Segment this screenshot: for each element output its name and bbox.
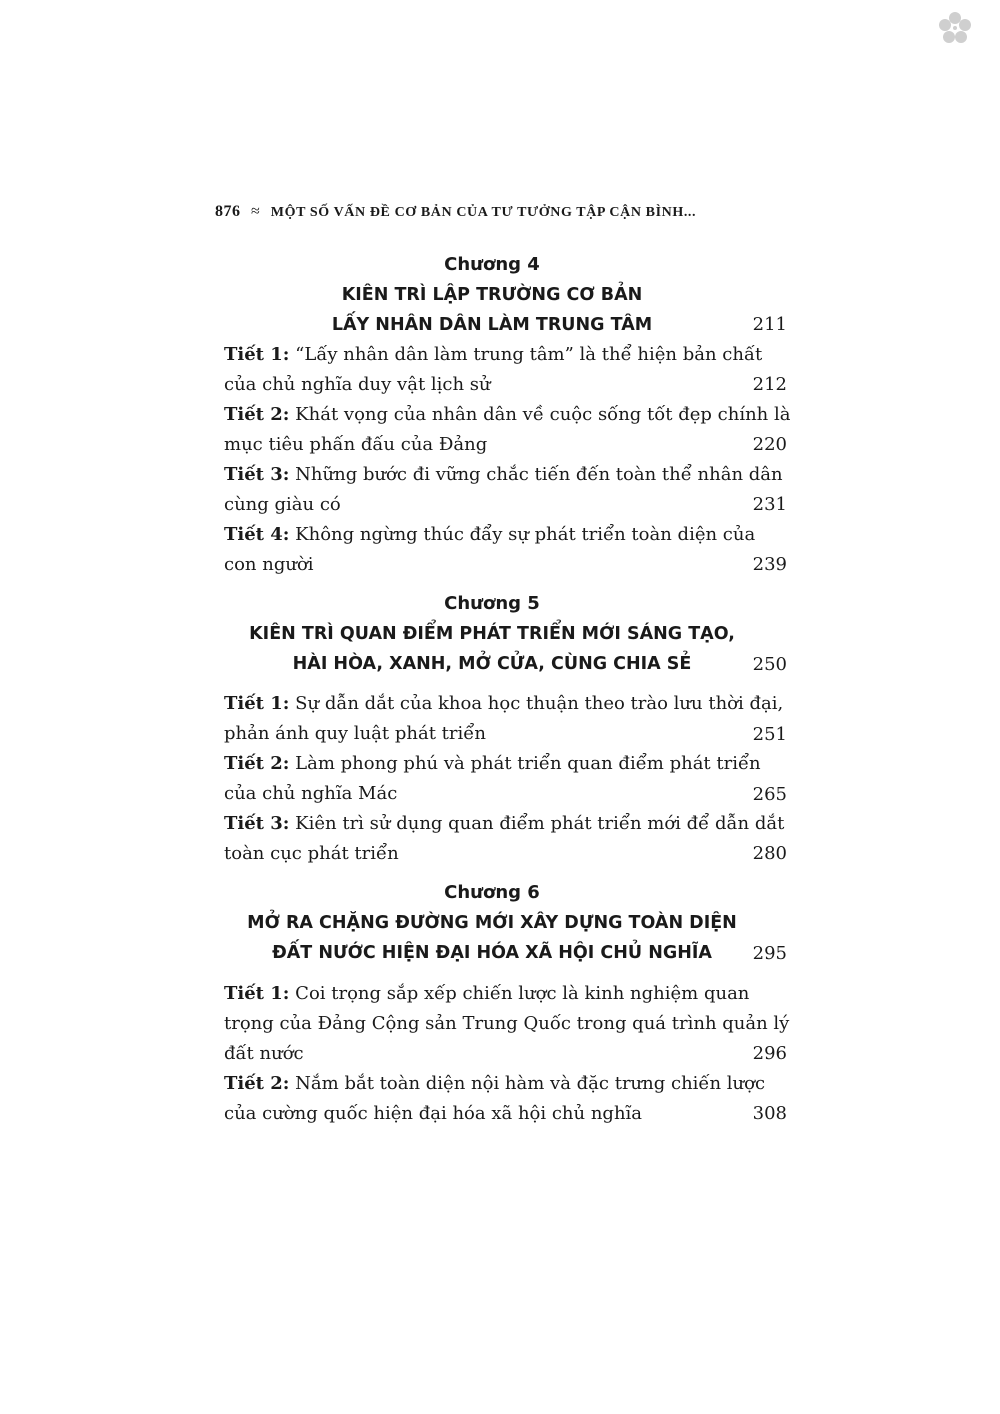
toc-entry-line	[224, 400, 791, 430]
section-title-text: Khát vọng của nhân dân về cuộc sống tốt đẹp chính là	[295, 404, 791, 425]
chapter-page-number: 295	[752, 943, 787, 964]
toc-entry-line	[224, 979, 750, 1009]
section-page-number: 265	[752, 784, 787, 805]
chapter-title-line: MỞ RA CHẶNG ĐƯỜNG MỚI XÂY DỰNG TOÀN DIỆN	[247, 913, 737, 933]
header-running-title: MỘT SỐ VẤN ĐỀ CƠ BẢN CỦA TƯ TƯỞNG TẬP CẬN BÌNH...	[270, 205, 697, 220]
toc-entry-line	[224, 340, 763, 370]
section-page-number: 231	[752, 494, 787, 515]
section-title-text: Không ngừng thúc đẩy sự phát triển toàn diện của	[295, 524, 756, 545]
chapter-title-line: KIÊN TRÌ LẬP TRƯỜNG CƠ BẢN	[341, 285, 643, 305]
publisher-flower-logo	[937, 10, 973, 46]
section-title-text: Những bước đi vững chắc tiến đến toàn thể nhân dân	[295, 464, 783, 485]
section-label: Tiết 1:	[224, 983, 290, 1004]
section-title-text: trọng của Đảng Cộng sản Trung Quốc trong quá trình quản lý	[224, 1013, 790, 1034]
section-label: Tiết 3:	[224, 464, 290, 485]
section-title-text: mục tiêu phấn đấu của Đảng	[224, 434, 488, 455]
section-title-text: đất nước	[224, 1043, 304, 1064]
header-page-number: 876	[215, 203, 241, 220]
section-title-text: của chủ nghĩa duy vật lịch sử	[224, 374, 491, 395]
header-separator-icon: ≈	[251, 203, 261, 220]
section-title-text: của chủ nghĩa Mác	[224, 783, 398, 804]
chapter-heading: Chương 5	[444, 593, 540, 614]
section-label: Tiết 1:	[224, 344, 290, 365]
toc-entry-line	[224, 520, 756, 550]
section-title-text: toàn cục phát triển	[224, 843, 399, 864]
section-title-text: của cường quốc hiện đại hóa xã hội chủ nghĩa	[224, 1103, 643, 1124]
toc-entry-line	[224, 689, 784, 719]
chapter-page-number: 250	[752, 654, 787, 675]
section-title-text: con người	[224, 554, 314, 575]
section-title-text: Sự dẫn dắt của khoa học thuận theo trào lưu thời đại,	[295, 693, 784, 714]
section-page-number: 308	[752, 1103, 787, 1124]
chapter-title-line: ĐẤT NƯỚC HIỆN ĐẠI HÓA XÃ HỘI CHỦ NGHĨA	[272, 943, 712, 963]
section-title-text: Làm phong phú và phát triển quan điểm phát triển	[295, 753, 761, 774]
running-header	[215, 203, 696, 221]
chapter-heading: Chương 6	[444, 882, 540, 903]
chapter-title-line: KIÊN TRÌ QUAN ĐIỂM PHÁT TRIỂN MỚI SÁNG TẠO,	[249, 624, 735, 644]
section-title-text: “Lấy nhân dân làm trung tâm” là thể hiện bản chất	[295, 344, 763, 365]
section-page-number: 296	[752, 1043, 787, 1064]
toc-entry-line	[224, 809, 785, 839]
section-label: Tiết 2:	[224, 404, 290, 425]
section-page-number: 239	[752, 554, 787, 575]
section-page-number: 212	[752, 374, 787, 395]
toc-entry-line	[224, 460, 783, 490]
section-label: Tiết 2:	[224, 1073, 290, 1094]
section-title-text: cùng giàu có	[224, 494, 341, 515]
section-title-text: Kiên trì sử dụng quan điểm phát triển mới để dẫn dắt	[295, 813, 785, 834]
section-label: Tiết 4:	[224, 524, 290, 545]
chapter-title-line: HÀI HÒA, XANH, MỞ CỬA, CÙNG CHIA SẺ	[292, 654, 692, 674]
section-label: Tiết 3:	[224, 813, 290, 834]
section-label: Tiết 1:	[224, 693, 290, 714]
section-page-number: 280	[752, 843, 787, 864]
section-label: Tiết 2:	[224, 753, 290, 774]
section-title-text: phản ánh quy luật phát triển	[224, 723, 486, 744]
toc-entry-line	[224, 1069, 766, 1099]
chapter-page-number: 211	[752, 314, 787, 335]
section-page-number: 220	[752, 434, 787, 455]
section-title-text: Nắm bắt toàn diện nội hàm và đặc trưng chiến lược	[295, 1073, 766, 1094]
section-title-text: Coi trọng sắp xếp chiến lược là kinh nghiệm quan	[295, 983, 750, 1004]
toc-entry-line	[224, 749, 761, 779]
chapter-heading: Chương 4	[444, 254, 540, 275]
section-page-number: 251	[752, 724, 787, 745]
chapter-title-line: LẤY NHÂN DÂN LÀM TRUNG TÂM	[331, 315, 653, 335]
